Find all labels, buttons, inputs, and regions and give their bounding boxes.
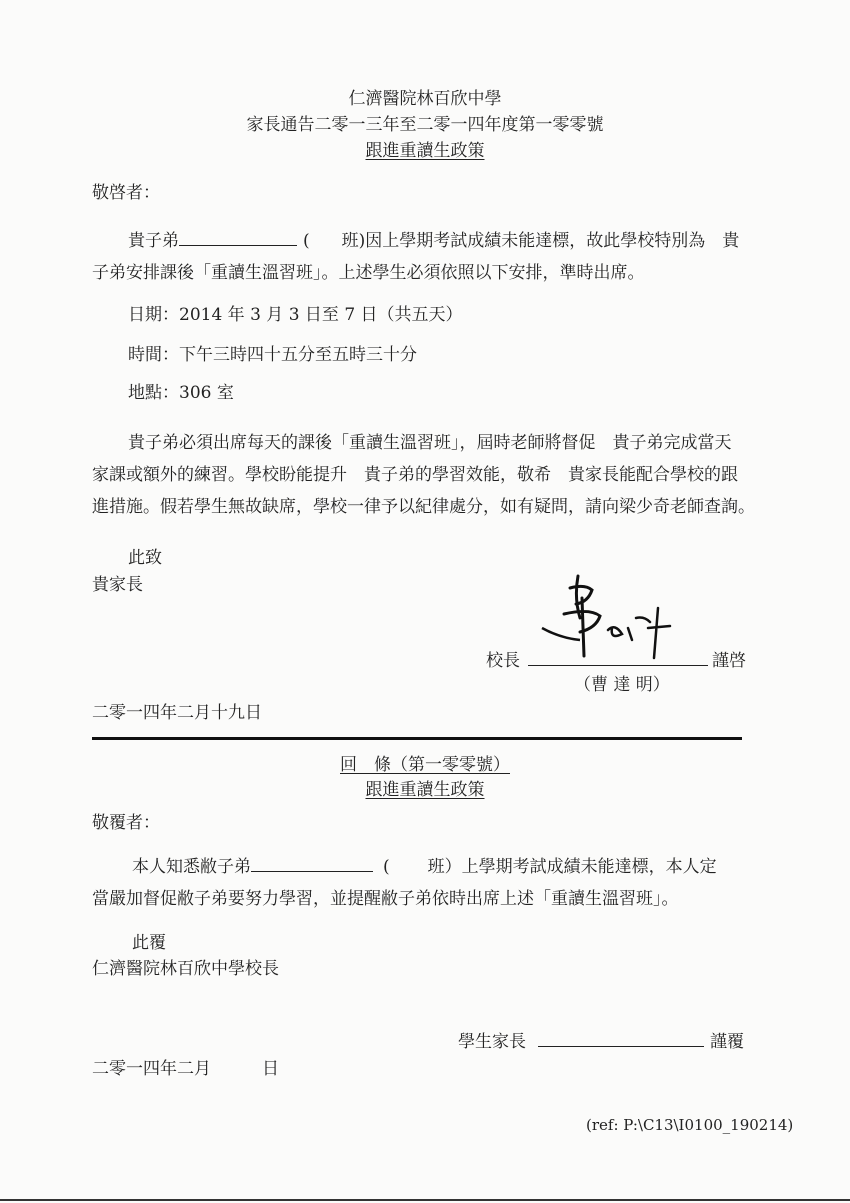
reply-para-rest: 班）上學期考試成績未能達標，本人定 (427, 857, 717, 877)
paragraph-2-line-2: 家課或額外的練習。學校盼能提升 貴子弟的學習效能，敬希 貴家長能配合學校的跟 (92, 465, 738, 485)
parent-sign-off: 謹覆 (710, 1032, 744, 1052)
student-name-blank (179, 231, 297, 246)
reply-subtitle-wrap (0, 775, 850, 800)
salutation: 敬啓者： (92, 183, 160, 203)
closing: 此致 (128, 548, 162, 568)
principal-sign-off: 謹啓 (712, 651, 746, 671)
reply-subtitle: 跟進重讀生政策 (365, 780, 485, 800)
principal-signature-line (528, 651, 708, 666)
parent-signature-line (538, 1032, 704, 1047)
reply-title: 回 條（第一零零號） (340, 755, 510, 775)
reply-paragraph-line-2: 當嚴加督促敝子弟要努力學習，並提醒敝子弟依時出席上述「重讀生溫習班」。 (92, 889, 679, 909)
principal-name: （曹 達 明） (574, 675, 670, 695)
parent-label: 學生家長 (458, 1032, 526, 1052)
place-detail: 地點：306 室 (128, 383, 234, 403)
reply-date: 二零一四年二月 日 (92, 1059, 279, 1079)
paragraph-2-line-1: 貴子弟必須出席每天的課後「重讀生溫習班」，屆時老師將督促 貴子弟完成當天 (128, 433, 732, 453)
reply-para-prefix: 本人知悉敝子弟 (132, 857, 251, 877)
para1-prefix: 貴子弟 (128, 231, 179, 251)
para1-paren: ( (303, 231, 310, 251)
reply-closing: 此覆 (132, 933, 166, 953)
reference-code: (ref: P:\C13\I0100_190214) (586, 1116, 794, 1134)
para1-rest: 班)因上學期考試成績未能達標，故此學校特別為 貴 (341, 231, 740, 251)
paragraph-1-line-2: 子弟安排課後「重讀生溫習班」。上述學生必須依照以下安排，準時出席。 (92, 263, 645, 283)
paragraph-1-line-1 (128, 226, 739, 251)
notice-title: 跟進重讀生政策 (365, 141, 485, 161)
divider-line (92, 737, 742, 740)
reply-recipient: 仁濟醫院林百欣中學校長 (92, 959, 279, 979)
recipient: 貴家長 (92, 575, 143, 595)
child-name-blank (251, 857, 373, 872)
reply-salutation: 敬覆者： (92, 813, 160, 833)
issue-date: 二零一四年二月十九日 (92, 703, 262, 723)
principal-label: 校長 (486, 651, 520, 671)
parent-line (458, 1027, 744, 1052)
reply-paragraph-line-1 (132, 852, 717, 877)
reply-title-wrap (0, 750, 850, 775)
page-bottom-edge (0, 1199, 850, 1201)
school-name: 仁濟醫院林百欣中學 (348, 89, 502, 109)
reply-para-paren: ( (383, 857, 390, 877)
date-detail: 日期：2014 年 3 月 3 日至 7 日（共五天） (128, 305, 463, 325)
notice-number: 家長通告二零一三年至二零一四年度第一零零號 (246, 115, 604, 135)
principal-line (486, 646, 746, 671)
notice-title-wrap (0, 136, 850, 161)
time-detail: 時間：下午三時四十五分至五時三十分 (128, 345, 417, 365)
paragraph-2-line-3: 進措施。假若學生無故缺席，學校一律予以紀律處分，如有疑問，請向梁少奇老師查詢。 (92, 497, 755, 517)
